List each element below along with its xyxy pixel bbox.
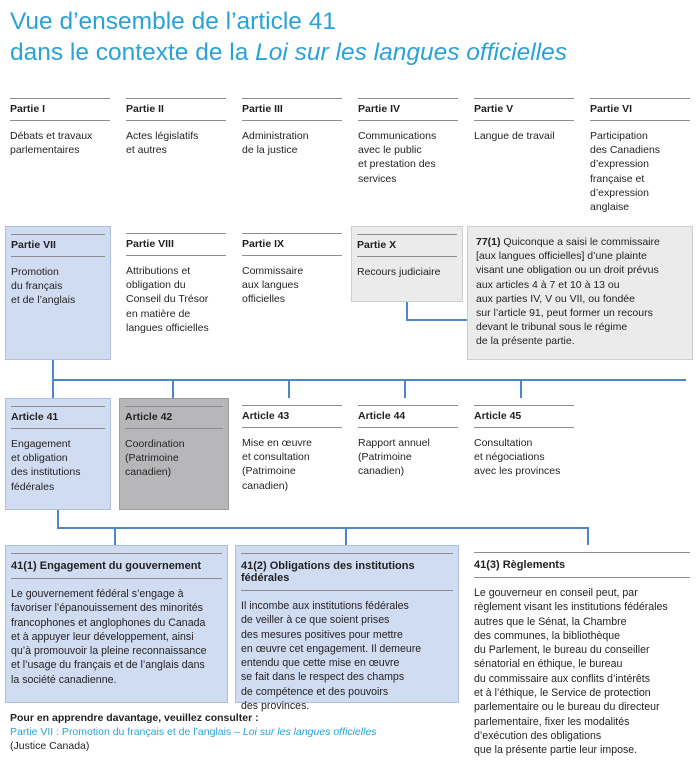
section-77-note bbox=[467, 226, 693, 360]
footer bbox=[10, 711, 430, 753]
article-41-head: Article 41 bbox=[11, 406, 105, 429]
title-line-2-prefix: dans le contexte de la bbox=[10, 39, 256, 66]
part-ii-body: Actes législatifs et autres bbox=[126, 130, 199, 157]
page-title bbox=[10, 6, 690, 68]
part-vii-head: Partie VII bbox=[11, 234, 105, 257]
article-43-body: Mise en œuvre et consultation (Patrimoine canadien) bbox=[242, 437, 313, 492]
article-41-body: Engagement et obligation des institutions fédérales bbox=[11, 438, 81, 493]
section-41-1-body: Le gouvernement fédéral s’engage à favoriser l’épanouissement des minorités francophones et anglophones du Canada et à appuyer leur développement, ainsi qu’à promouvoir la pleine reconnaissance et l’usage du français et de l’anglais dans la société canadienne. bbox=[11, 588, 207, 686]
section-41-2-head: 41(2) Obligations des institutions fédérales bbox=[241, 553, 453, 591]
title-line-2 bbox=[10, 37, 690, 68]
part-vi-head: Partie VI bbox=[590, 98, 690, 121]
article-45-body: Consultation et négociations avec les provinces bbox=[474, 437, 561, 478]
section-41-3-head: 41(3) Règlements bbox=[474, 552, 690, 578]
part-x-head: Partie X bbox=[357, 234, 457, 257]
part-iv-box bbox=[353, 98, 463, 186]
connector-article-43 bbox=[288, 379, 290, 398]
article-44-head: Article 44 bbox=[358, 405, 458, 428]
title-line-1: Vue d’ensemble de l’article 41 bbox=[10, 8, 336, 35]
footer-link-prefix: Partie VII : Promotion du français et de l’anglais – bbox=[10, 726, 243, 738]
footer-link[interactable] bbox=[10, 725, 430, 739]
article-42-head: Article 42 bbox=[125, 406, 223, 429]
part-i-head: Partie I bbox=[10, 98, 110, 121]
part-iii-head: Partie III bbox=[242, 98, 342, 121]
part-viii-body: Attributions et obligation du Conseil du Trésor en matière de langues officielles bbox=[126, 265, 209, 334]
article-43-head: Article 43 bbox=[242, 405, 342, 428]
part-vi-body: Participation des Canadiens d’expression française et d’expression anglaise bbox=[590, 130, 661, 214]
part-iv-body: Communications avec le public et prestation des services bbox=[358, 130, 437, 185]
section-77-body: Quiconque a saisi le commissaire [aux langues officielles] d’une plainte visant une obligation ou un droit prévus aux articles 4 à 7 et 10 à 13 ou aux parties IV, V ou VII, ou fondée sur l’article 91, peut former un recours devant le tribunal sous le régime de la présente partie. bbox=[476, 236, 660, 348]
part-iv-head: Partie IV bbox=[358, 98, 458, 121]
section-41-2-body: Il incombe aux institutions fédérales de veiller à ce que soient prises des mesures positives pour mettre en œuvre cet engagement. Il demeure entendu que cette mise en œuvre se fait dans le respect des champs de compétence et des pouvoirs des provinces. bbox=[241, 600, 422, 713]
section-41-3-box bbox=[469, 552, 695, 758]
connector-article-42 bbox=[172, 379, 174, 398]
part-ix-head: Partie IX bbox=[242, 233, 342, 256]
part-ix-box bbox=[237, 233, 347, 307]
part-ii-head: Partie II bbox=[126, 98, 226, 121]
part-x-box bbox=[351, 226, 463, 302]
connector-41-3 bbox=[587, 527, 589, 545]
section-41-1-box bbox=[5, 545, 228, 703]
section-77-ref: 77(1) bbox=[476, 236, 501, 248]
article-41-box bbox=[5, 398, 111, 510]
connector-part-x-to-77 bbox=[406, 319, 467, 321]
part-vi-box bbox=[585, 98, 695, 214]
part-iii-body: Administration de la justice bbox=[242, 130, 309, 157]
part-v-head: Partie V bbox=[474, 98, 574, 121]
part-x-body: Recours judiciaire bbox=[357, 266, 441, 278]
section-41-1-head: 41(1) Engagement du gouvernement bbox=[11, 553, 222, 579]
title-line-2-italic: Loi sur les langues officielles bbox=[255, 39, 568, 66]
article-45-head: Article 45 bbox=[474, 405, 574, 428]
part-ii-box bbox=[121, 98, 231, 157]
section-41-2-box bbox=[235, 545, 459, 713]
article-42-body: Coordination (Patrimoine canadien) bbox=[125, 438, 185, 479]
footer-link-italic: Loi sur les langues officielles bbox=[242, 726, 377, 738]
part-ix-body: Commissaire aux langues officielles bbox=[242, 265, 304, 306]
part-viii-box bbox=[121, 233, 231, 335]
article-42-box bbox=[119, 398, 229, 510]
section-77-text bbox=[476, 235, 684, 349]
part-v-body: Langue de travail bbox=[474, 130, 555, 142]
part-iii-box bbox=[237, 98, 347, 157]
connector-41-1 bbox=[114, 527, 116, 545]
connector-article-44 bbox=[404, 379, 406, 398]
connector-article-45 bbox=[520, 379, 522, 398]
part-viii-head: Partie VIII bbox=[126, 233, 226, 256]
article-44-body: Rapport annuel (Patrimoine canadien) bbox=[358, 437, 430, 478]
section-41-3-body: Le gouverneur en conseil peut, par règlement visant les institutions fédérales autres que le Sénat, la Chambre des communes, la bibliothèque du Parlement, le bureau du conseiller sénatorial en éthique, le bureau du commissaire aux conflits d’intérêts et à l’éthique, le Service de protection parlementaire ou le bureau du directeur parlementaire, fixer les modalités d’exécution des obligations que la présente partie leur impose. bbox=[474, 587, 668, 757]
article-43-box bbox=[237, 405, 347, 493]
part-vii-box bbox=[5, 226, 111, 360]
footer-source: (Justice Canada) bbox=[10, 740, 90, 752]
connector-subsections-bar bbox=[57, 527, 589, 529]
part-v-box bbox=[469, 98, 579, 143]
part-i-box bbox=[5, 98, 115, 157]
article-44-box bbox=[353, 405, 463, 479]
connector-41-2 bbox=[345, 527, 347, 545]
article-45-box bbox=[469, 405, 579, 479]
part-vii-body: Promotion du français et de l’anglais bbox=[11, 266, 76, 307]
connector-articles-bar bbox=[52, 379, 686, 381]
part-i-body: Débats et travaux parlementaires bbox=[10, 130, 93, 157]
footer-heading: Pour en apprendre davantage, veuillez consulter : bbox=[10, 712, 259, 724]
